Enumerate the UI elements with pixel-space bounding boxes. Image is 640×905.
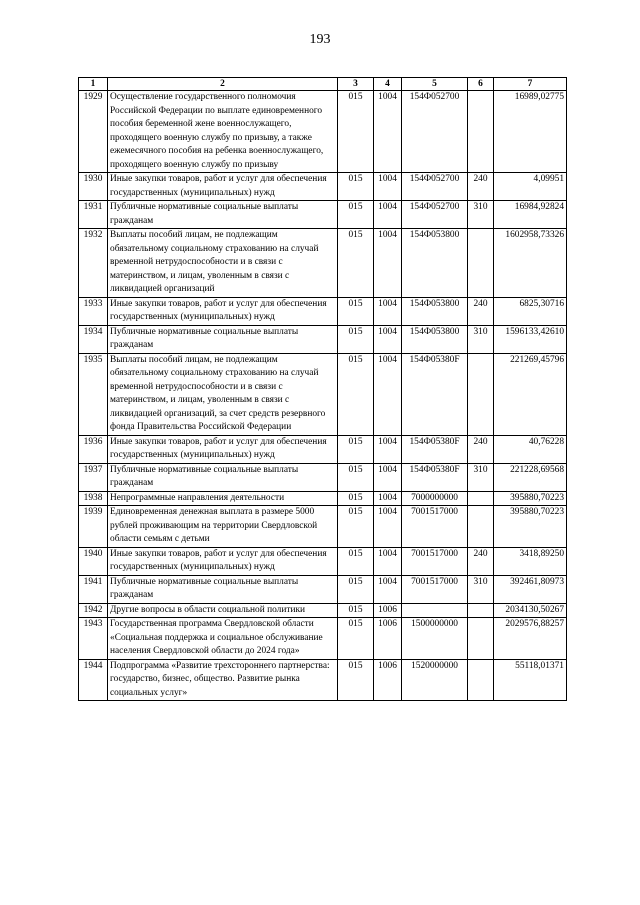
row-amount: 40,76228 — [494, 435, 567, 463]
row-section-code: 1004 — [374, 353, 402, 435]
row-grbs-code: 015 — [338, 229, 374, 298]
row-name: Осуществление государственного полномочия Российской Федерации по выплате единовременного пособия беременной жене военнослужащего, проходящего военную службу по призыву, а также ежемесячного пособия на ребенка военнослужащего, проходящего военную службу по призыву — [108, 91, 338, 173]
row-expense-type — [468, 353, 494, 435]
row-section-code: 1006 — [374, 659, 402, 701]
table-row — [79, 201, 567, 229]
row-number: 1929 — [79, 91, 108, 173]
row-name: Иные закупки товаров, работ и услуг для обеспечения государственных (муниципальных) нужд — [108, 547, 338, 575]
row-section-code: 1006 — [374, 618, 402, 660]
row-name: Публичные нормативные социальные выплаты гражданам — [108, 463, 338, 491]
table-row — [79, 547, 567, 575]
row-name: Единовременная денежная выплата в размере 5000 рублей проживающим на территории Свердловской области семьям с детьми — [108, 506, 338, 548]
header-col-7: 7 — [494, 78, 567, 91]
row-expense-type: 240 — [468, 173, 494, 201]
row-target-article: 7001517000 — [402, 575, 468, 603]
row-number: 1941 — [79, 575, 108, 603]
row-section-code: 1004 — [374, 173, 402, 201]
row-name: Иные закупки товаров, работ и услуг для обеспечения государственных (муниципальных) нужд — [108, 297, 338, 325]
row-amount: 3418,89250 — [494, 547, 567, 575]
row-target-article: 1520000000 — [402, 659, 468, 701]
row-number: 1938 — [79, 491, 108, 506]
row-number: 1939 — [79, 506, 108, 548]
row-name: Непрограммные направления деятельности — [108, 491, 338, 506]
row-amount: 392461,80973 — [494, 575, 567, 603]
row-name: Государственная программа Свердловской области «Социальная поддержка и социальное обслуживание населения Свердловской области до 2024 года» — [108, 618, 338, 660]
row-grbs-code: 015 — [338, 491, 374, 506]
row-number: 1933 — [79, 297, 108, 325]
row-amount: 221228,69568 — [494, 463, 567, 491]
row-expense-type — [468, 91, 494, 173]
table-row — [79, 229, 567, 298]
row-name: Публичные нормативные социальные выплаты гражданам — [108, 575, 338, 603]
row-expense-type — [468, 229, 494, 298]
row-amount: 1602958,73326 — [494, 229, 567, 298]
row-target-article: 154Ф05380F — [402, 463, 468, 491]
budget-table — [78, 77, 567, 701]
row-target-article: 154Ф05380F — [402, 353, 468, 435]
table-row — [79, 91, 567, 173]
row-section-code: 1004 — [374, 547, 402, 575]
row-amount: 395880,70223 — [494, 491, 567, 506]
row-expense-type: 310 — [468, 463, 494, 491]
table-row — [79, 659, 567, 701]
row-grbs-code: 015 — [338, 603, 374, 618]
row-name: Публичные нормативные социальные выплаты гражданам — [108, 325, 338, 353]
row-section-code: 1004 — [374, 463, 402, 491]
row-section-code: 1004 — [374, 491, 402, 506]
row-expense-type — [468, 506, 494, 548]
row-grbs-code: 015 — [338, 435, 374, 463]
row-amount: 6825,30716 — [494, 297, 567, 325]
row-target-article: 154Ф052700 — [402, 201, 468, 229]
row-amount: 16984,92824 — [494, 201, 567, 229]
row-amount: 1596133,42610 — [494, 325, 567, 353]
row-number: 1936 — [79, 435, 108, 463]
row-grbs-code: 015 — [338, 506, 374, 548]
table-row — [79, 173, 567, 201]
row-amount: 16989,02775 — [494, 91, 567, 173]
header-col-4: 4 — [374, 78, 402, 91]
table-row — [79, 506, 567, 548]
row-section-code: 1004 — [374, 229, 402, 298]
row-amount: 2034130,50267 — [494, 603, 567, 618]
row-name: Другие вопросы в области социальной политики — [108, 603, 338, 618]
row-section-code: 1004 — [374, 435, 402, 463]
row-expense-type — [468, 603, 494, 618]
row-name: Публичные нормативные социальные выплаты гражданам — [108, 201, 338, 229]
row-name: Иные закупки товаров, работ и услуг для обеспечения государственных (муниципальных) нужд — [108, 173, 338, 201]
row-grbs-code: 015 — [338, 91, 374, 173]
row-expense-type: 310 — [468, 575, 494, 603]
row-section-code: 1004 — [374, 91, 402, 173]
table-header-row — [79, 78, 567, 91]
header-col-3: 3 — [338, 78, 374, 91]
row-expense-type: 240 — [468, 297, 494, 325]
row-expense-type: 240 — [468, 435, 494, 463]
table-row — [79, 353, 567, 435]
header-col-6: 6 — [468, 78, 494, 91]
row-number: 1944 — [79, 659, 108, 701]
row-target-article: 1500000000 — [402, 618, 468, 660]
table-row — [79, 491, 567, 506]
row-target-article: 154Ф053800 — [402, 325, 468, 353]
row-amount: 55118,01371 — [494, 659, 567, 701]
row-name: Иные закупки товаров, работ и услуг для обеспечения государственных (муниципальных) нужд — [108, 435, 338, 463]
row-grbs-code: 015 — [338, 618, 374, 660]
row-section-code: 1004 — [374, 325, 402, 353]
row-name: Подпрограмма «Развитие трехстороннего партнерства: государство, бизнес, общество. Развитие рынка социальных услуг» — [108, 659, 338, 701]
row-number: 1937 — [79, 463, 108, 491]
row-section-code: 1006 — [374, 603, 402, 618]
row-grbs-code: 015 — [338, 463, 374, 491]
row-section-code: 1004 — [374, 506, 402, 548]
table-row — [79, 435, 567, 463]
header-col-5: 5 — [402, 78, 468, 91]
row-number: 1943 — [79, 618, 108, 660]
row-grbs-code: 015 — [338, 173, 374, 201]
row-grbs-code: 015 — [338, 659, 374, 701]
row-target-article: 154Ф053800 — [402, 229, 468, 298]
header-col-1: 1 — [79, 78, 108, 91]
row-expense-type: 310 — [468, 325, 494, 353]
row-section-code: 1004 — [374, 201, 402, 229]
row-amount: 395880,70223 — [494, 506, 567, 548]
table-row — [79, 603, 567, 618]
row-number: 1930 — [79, 173, 108, 201]
row-target-article: 7001517000 — [402, 506, 468, 548]
row-grbs-code: 015 — [338, 297, 374, 325]
row-target-article: 154Ф052700 — [402, 173, 468, 201]
row-amount: 221269,45796 — [494, 353, 567, 435]
row-number: 1932 — [79, 229, 108, 298]
row-name: Выплаты пособий лицам, не подлежащим обязательному социальному страхованию на случай временной нетрудоспособности и в связи с материнством, и лицам, уволенным в связи с ликвидацией организаций, за счет средств резервного фонда Правительства Российской Федерации — [108, 353, 338, 435]
row-target-article: 154Ф052700 — [402, 91, 468, 173]
row-amount: 2029576,88257 — [494, 618, 567, 660]
row-section-code: 1004 — [374, 575, 402, 603]
header-col-2: 2 — [108, 78, 338, 91]
row-number: 1934 — [79, 325, 108, 353]
row-expense-type — [468, 659, 494, 701]
row-target-article: 7001517000 — [402, 547, 468, 575]
row-expense-type: 240 — [468, 547, 494, 575]
table-body — [79, 91, 567, 701]
row-target-article: 154Ф053800 — [402, 297, 468, 325]
row-name: Выплаты пособий лицам, не подлежащим обязательному социальному страхованию на случай временной нетрудоспособности и в связи с материнством, и лицам, уволенным в связи с ликвидацией организаций — [108, 229, 338, 298]
row-grbs-code: 015 — [338, 353, 374, 435]
table-row — [79, 618, 567, 660]
page-number: 193 — [309, 32, 331, 47]
table-row — [79, 463, 567, 491]
row-grbs-code: 015 — [338, 575, 374, 603]
row-expense-type — [468, 618, 494, 660]
table-row — [79, 325, 567, 353]
row-target-article: 154Ф05380F — [402, 435, 468, 463]
row-grbs-code: 015 — [338, 325, 374, 353]
row-grbs-code: 015 — [338, 547, 374, 575]
row-amount: 4,09951 — [494, 173, 567, 201]
row-number: 1935 — [79, 353, 108, 435]
row-grbs-code: 015 — [338, 201, 374, 229]
row-number: 1931 — [79, 201, 108, 229]
row-expense-type: 310 — [468, 201, 494, 229]
table-row — [79, 297, 567, 325]
row-section-code: 1004 — [374, 297, 402, 325]
row-number: 1940 — [79, 547, 108, 575]
row-target-article — [402, 603, 468, 618]
table-row — [79, 575, 567, 603]
row-number: 1942 — [79, 603, 108, 618]
row-expense-type — [468, 491, 494, 506]
row-target-article: 7000000000 — [402, 491, 468, 506]
